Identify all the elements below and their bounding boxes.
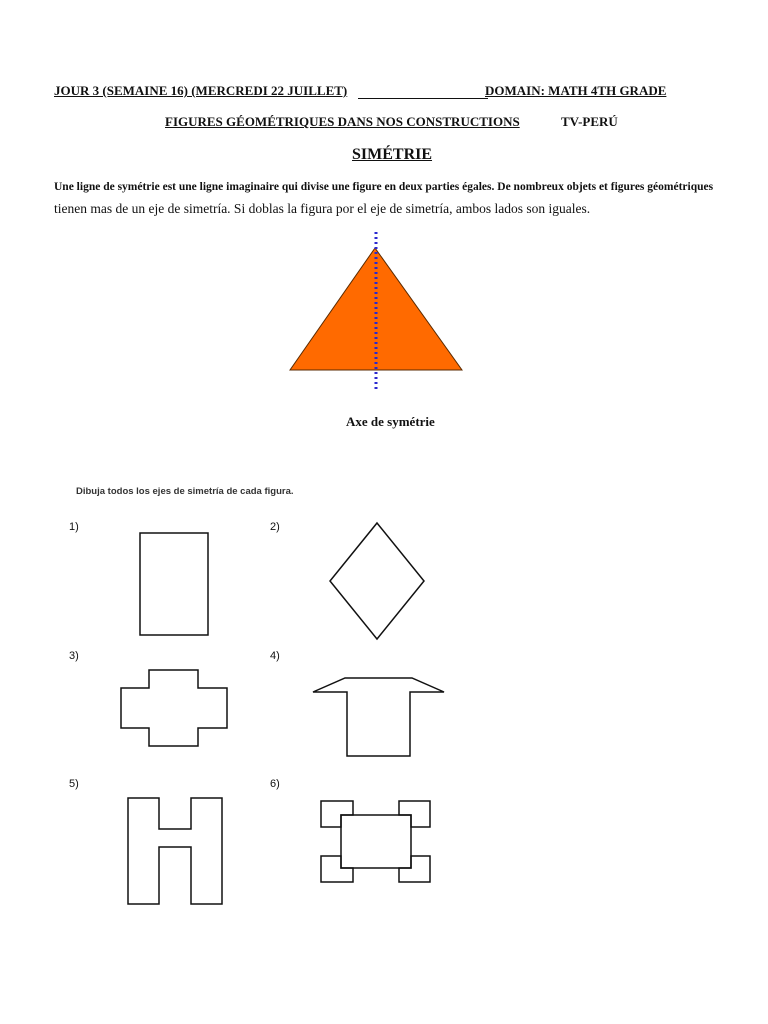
center-rectangle <box>341 815 411 868</box>
paragraph-line-2: tienen mas de un eje de simetría. Si doblas la figura por el eje de simetría, ambos lados son iguales. <box>54 201 591 216</box>
shape-letter-h[interactable] <box>128 798 222 904</box>
exercise-instruction: Dibuja todos los ejes de simetría de cada figura. <box>76 486 294 497</box>
subheader-left: FIGURES GÉOMÉTRIQUES DANS NOS CONSTRUCTIONS <box>165 114 520 129</box>
header-left: JOUR 3 (SEMAINE 16) (MERCREDI 22 JUILLET) <box>54 83 348 98</box>
shape-rhombus[interactable] <box>330 523 424 639</box>
exercise-label-2: 2) <box>270 521 280 533</box>
exercise-label-6: 6) <box>270 778 280 790</box>
tab-top-right <box>399 801 430 827</box>
tab-bottom-right <box>399 856 430 882</box>
paragraph-line-1: Une ligne de symétrie est une ligne imaginaire qui divise une figure en deux parties égales. De nombreux objets et figures géométriques <box>54 181 714 193</box>
triangle-caption: Axe de symétrie <box>346 414 435 429</box>
exercise-label-4: 4) <box>270 650 280 662</box>
shape-cross[interactable] <box>121 670 227 746</box>
exercise-label-1: 1) <box>69 521 79 533</box>
tab-top-left <box>321 801 353 827</box>
shape-rectangle[interactable] <box>140 533 208 635</box>
shape-arrow[interactable] <box>313 678 444 756</box>
shape-rectangle-with-tabs[interactable] <box>321 801 430 882</box>
header-right: DOMAIN: MATH 4TH GRADE <box>485 83 667 98</box>
page-title: SIMÉTRIE <box>352 146 433 163</box>
exercise-label-3: 3) <box>69 650 79 662</box>
tab-bottom-left <box>321 856 353 882</box>
subheader-right: TV-PERÚ <box>561 114 618 129</box>
exercise-label-5: 5) <box>69 778 79 790</box>
